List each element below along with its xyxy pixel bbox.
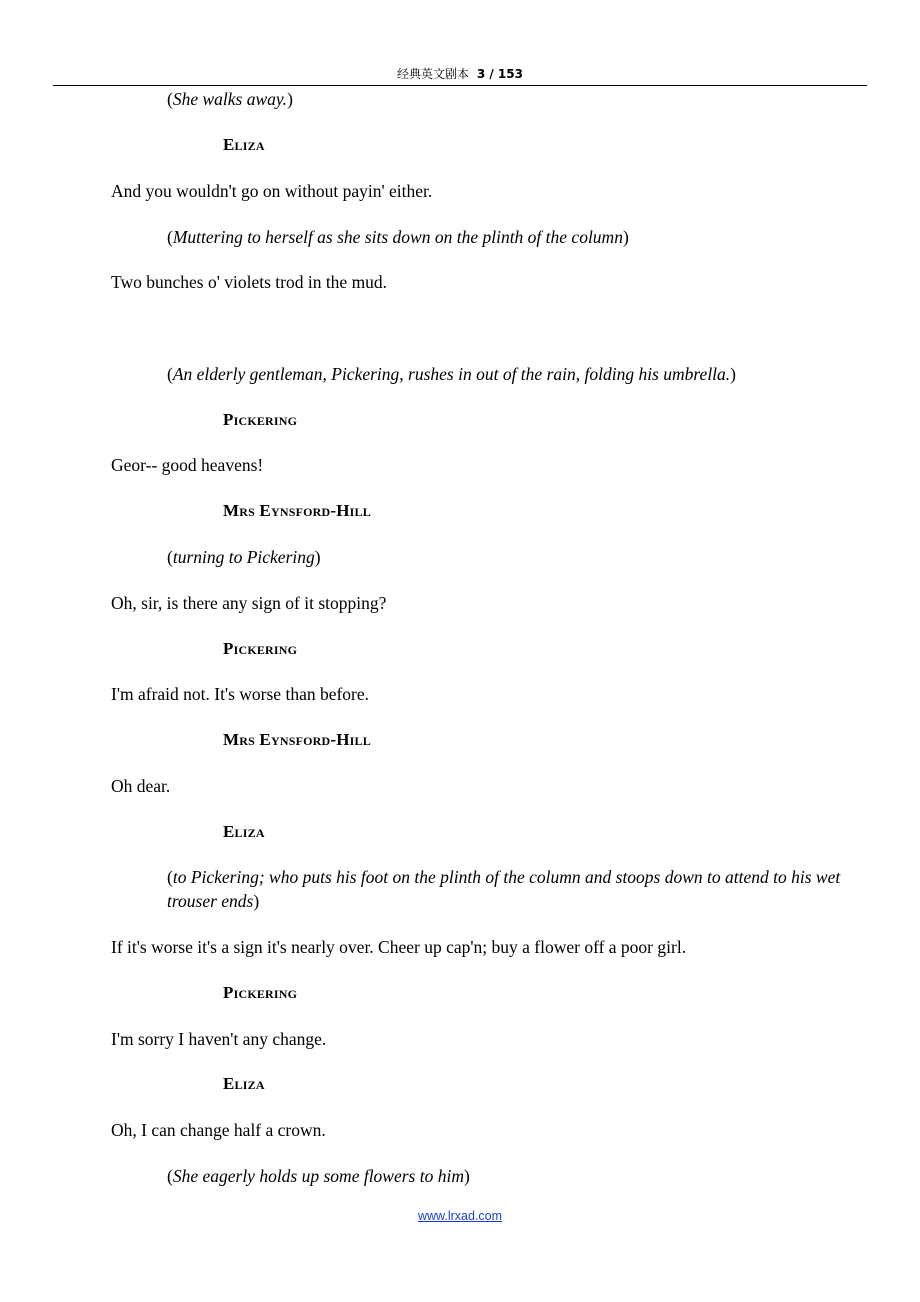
stage-direction: (An elderly gentleman, Pickering, rushes in out of the rain, folding his umbrella.) (167, 364, 736, 384)
speaker-name: Eliza (223, 1074, 265, 1093)
dialogue-line: I'm sorry I haven't any change. (111, 1029, 327, 1049)
dialogue-line: Geor-- good heavens! (111, 455, 264, 475)
header-rule (53, 85, 867, 86)
stage-direction: (turning to Pickering) (167, 547, 321, 567)
stage-direction: (She eagerly holds up some flowers to him) (167, 1166, 470, 1186)
speaker-name: Pickering (223, 983, 298, 1002)
dialogue-line: Oh, sir, is there any sign of it stopping? (111, 593, 387, 613)
stage-direction: (Muttering to herself as she sits down on the plinth of the column) (167, 227, 629, 247)
dialogue-line: If it's worse it's a sign it's nearly over. Cheer up cap'n; buy a flower off a poor girl. (111, 937, 687, 957)
dialogue-line: Two bunches o' violets trod in the mud. (111, 272, 388, 292)
page-footer (0, 1208, 920, 1224)
speaker-name: Pickering (223, 410, 298, 429)
speaker-name: Eliza (223, 135, 265, 154)
page-header (0, 66, 920, 82)
stage-direction: (to Pickering; who puts his foot on the plinth of the column and stoops down to attend to his wet trouser ends) (167, 867, 841, 911)
dialogue-line: And you wouldn't go on without payin' either. (111, 181, 433, 201)
speaker-name: Mrs Eynsford-Hill (223, 730, 371, 749)
speaker-name: Eliza (223, 822, 265, 841)
footer-link[interactable]: www.lrxad.com (417, 1209, 503, 1223)
dialogue-line: I'm afraid not. It's worse than before. (111, 684, 370, 704)
stage-direction: (She walks away.) (167, 89, 293, 109)
speaker-name: Mrs Eynsford-Hill (223, 501, 371, 520)
dialogue-line: Oh, I can change half a crown. (111, 1120, 326, 1140)
dialogue-line: Oh dear. (111, 776, 171, 796)
speaker-name: Pickering (223, 639, 298, 658)
header-title: 经典英文剧本 (397, 67, 470, 81)
page-number: 3 / 153 (476, 67, 523, 81)
